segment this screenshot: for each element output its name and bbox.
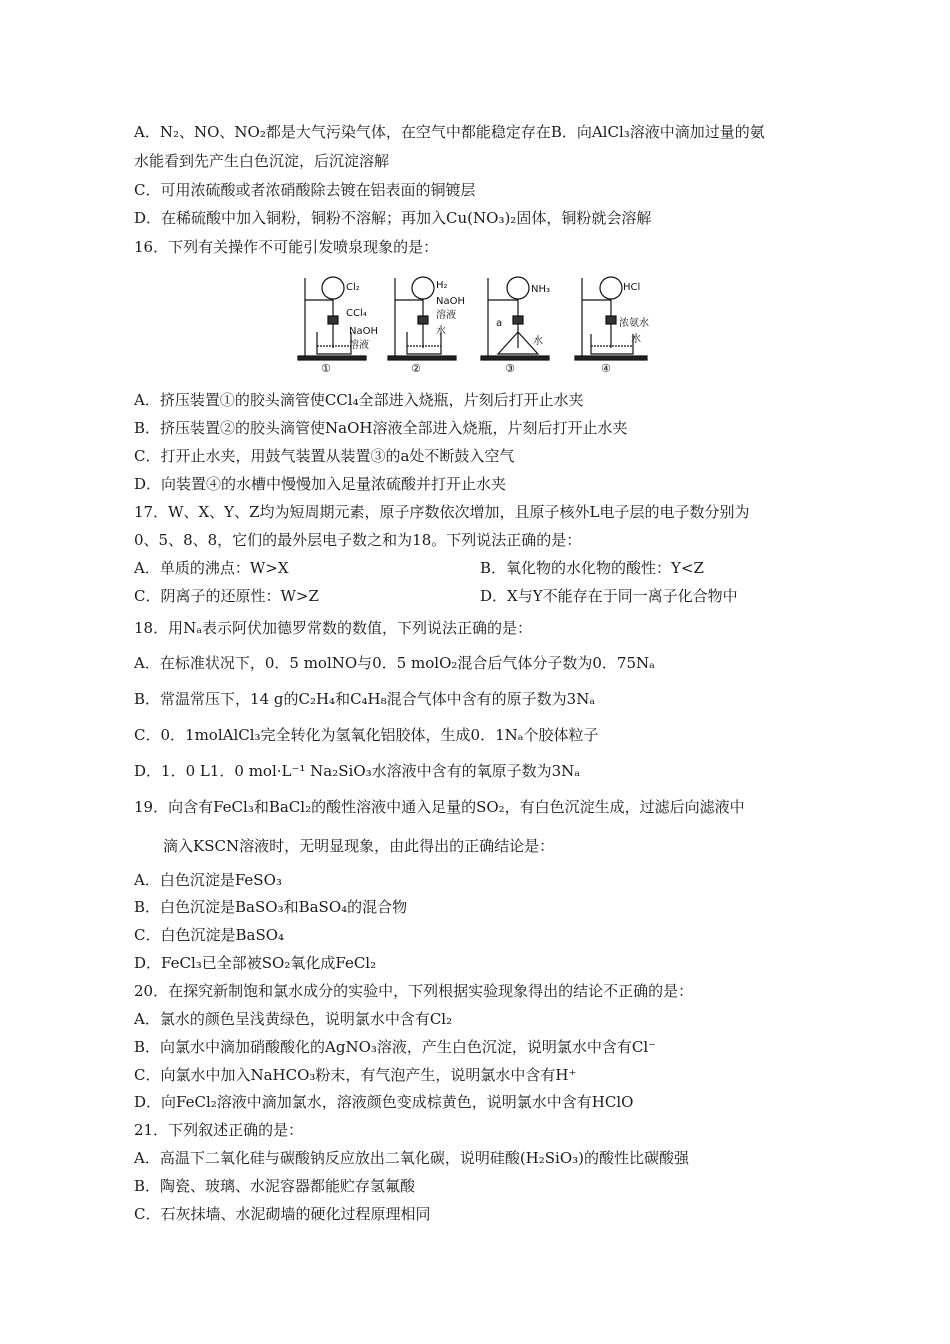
q19-stem-cont: 滴入KSCN溶液时，无明显现象，由此得出的正确结论是： [163, 837, 555, 855]
app1-number: ① [321, 362, 331, 375]
q18-option-a: A．在标准状况下，0．5 molNO与0．5 molO₂混合后气体分子数为0．75Nₐ [134, 654, 655, 672]
app3-liquid-label: 水 [533, 336, 543, 347]
q16-option-a: A．挤压装置①的胶头滴管使CCl₄全部进入烧瓶，片刻后打开止水夹 [134, 391, 584, 409]
q20-option-b: B．向氯水中滴加硝酸酸化的AgNO₃溶液，产生白色沉淀，说明氯水中含有Cl⁻ [134, 1038, 657, 1056]
q15-option-b-cont: 水能看到先产生白色沉淀，后沉淀溶解 [134, 152, 390, 170]
q17-stem-cont: 0、5、8、8，它们的最外层电子数之和为18。下列说法正确的是： [134, 531, 582, 549]
q19-option-b: B．白色沉淀是BaSO₃和BaSO₄的混合物 [134, 898, 408, 916]
q15-option-c: C．可用浓硫酸或者浓硝酸除去镀在铝表面的铜镀层 [134, 181, 476, 199]
q20-option-c: C．向氯水中加入NaHCO₃粉末，有气泡产生，说明氯水中含有H⁺ [134, 1066, 577, 1084]
app3-gas-label: NH₃ [531, 284, 551, 295]
app1-liquid2b-label: 溶液 [349, 340, 369, 351]
app4-liquid1-label: 浓氨水 [619, 318, 649, 329]
q19-option-c: C．白色沉淀是BaSO₄ [134, 926, 285, 944]
q20-option-d: D．向FeCl₂溶液中滴加氯水，溶液颜色变成棕黄色，说明氯水中含有HClO [134, 1093, 634, 1111]
app4-number: ④ [601, 362, 611, 375]
app2-liquid2-label: 水 [436, 326, 446, 337]
q20-option-a: A．氯水的颜色呈浅黄绿色，说明氯水中含有Cl₂ [134, 1010, 453, 1028]
app3-port-label: a [496, 318, 503, 329]
q16-option-c: C．打开止水夹，用鼓气装置从装置③的a处不断鼓入空气 [134, 447, 515, 465]
app2-liquid1a-label: NaOH [436, 296, 465, 307]
q15-option-d: D．在稀硫酸中加入铜粉，铜粉不溶解；再加入Cu(NO₃)₂固体，铜粉就会溶解 [134, 209, 652, 227]
app4-liquid2-label: 水 [631, 334, 641, 345]
app2-gas-label: H₂ [436, 280, 448, 291]
q17-option-a: A．单质的沸点：W>X [134, 559, 289, 577]
q17-option-d: D．X与Y不能存在于同一离子化合物中 [480, 587, 738, 605]
q17-stem: 17．W、X、Y、Z均为短周期元素，原子序数依次增加，且原子核外L电子层的电子数分别为 [134, 503, 750, 521]
app1-gas-label: Cl₂ [346, 282, 360, 293]
q18-option-d: D．1．0 L1．0 mol·L⁻¹ Na₂SiO₃水溶液中含有的氧原子数为3Nₐ [134, 762, 581, 780]
q18-stem: 18．用Nₐ表示阿伏加德罗常数的数值，下列说法正确的是： [134, 619, 533, 637]
app4-gas-label: HCl [623, 282, 641, 293]
q15-option-a-b: A．N₂、NO、NO₂都是大气污染气体，在空气中都能稳定存在B．向AlCl₃溶液中滴加过量的氨 [134, 123, 765, 141]
app1-liquid2a-label: NaOH [349, 326, 378, 337]
q21-option-c: C．石灰抹墙、水泥砌墙的硬化过程原理相同 [134, 1205, 431, 1223]
q19-option-d: D．FeCl₃已全部被SO₂氧化成FeCl₂ [134, 954, 377, 972]
q20-stem: 20．在探究新制饱和氯水成分的实验中，下列根据实验现象得出的结论不正确的是： [134, 982, 694, 1000]
q18-option-b: B．常温常压下，14 g的C₂H₄和C₄H₈混合气体中含有的原子数为3Nₐ [134, 690, 596, 708]
q17-option-c: C．阴离子的还原性：W>Z [134, 587, 319, 605]
q19-option-a: A．白色沉淀是FeSO₃ [134, 871, 282, 889]
app1-liquid1-label: CCl₄ [346, 308, 367, 319]
q16-option-d: D．向装置④的水槽中慢慢加入足量浓硫酸并打开止水夹 [134, 475, 507, 493]
app3-number: ③ [505, 362, 515, 375]
q21-option-b: B．陶瓷、玻璃、水泥容器都能贮存氢氟酸 [134, 1177, 416, 1195]
q19-stem: 19．向含有FeCl₃和BaCl₂的酸性溶液中通入足量的SO₂，有白色沉淀生成，过滤后向滤液中 [134, 798, 745, 816]
q21-stem: 21．下列叙述正确的是： [134, 1121, 304, 1139]
q17-option-b: B．氧化物的水化物的酸性：Y<Z [480, 559, 704, 577]
q18-option-c: C．0．1molAlCl₃完全转化为氢氧化铝胶体，生成0．1Nₐ个胶体粒子 [134, 726, 599, 744]
fountain-apparatus-figure [293, 270, 663, 375]
app2-number: ② [411, 362, 421, 375]
q16-stem: 16．下列有关操作不可能引发喷泉现象的是： [134, 238, 439, 256]
q16-option-b: B．挤压装置②的胶头滴管使NaOH溶液全部进入烧瓶，片刻后打开止水夹 [134, 419, 628, 437]
q21-option-a: A．高温下二氧化硅与碳酸钠反应放出二氧化碳，说明硅酸(H₂SiO₃)的酸性比碳酸强 [134, 1149, 690, 1167]
app2-liquid1b-label: 溶液 [436, 310, 456, 321]
